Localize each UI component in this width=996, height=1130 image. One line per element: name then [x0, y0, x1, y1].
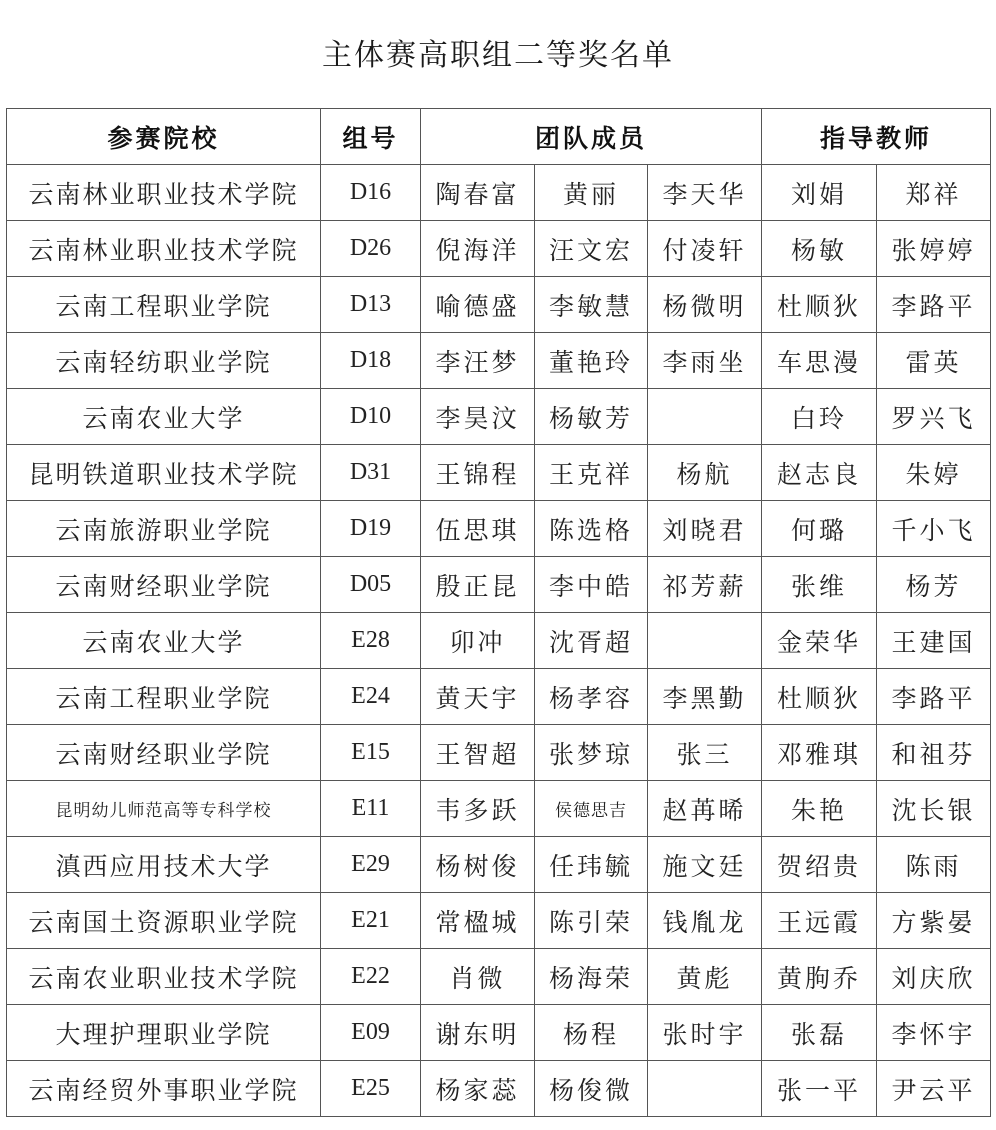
group-cell: E21 [321, 893, 421, 949]
member-cell: 付凌轩 [648, 221, 762, 277]
school-cell: 昆明幼儿师范高等专科学校 [7, 781, 321, 837]
school-cell: 云南财经职业学院 [7, 557, 321, 613]
member-cell: 祁芳薪 [648, 557, 762, 613]
group-cell: D13 [321, 277, 421, 333]
member-cell: 倪海洋 [421, 221, 535, 277]
table-row [7, 781, 991, 837]
member-cell: 杨俊微 [535, 1061, 648, 1117]
header-teachers: 指导教师 [762, 109, 991, 165]
teacher-cell: 李路平 [877, 669, 991, 725]
teacher-cell: 沈长银 [877, 781, 991, 837]
school-cell: 云南国土资源职业学院 [7, 893, 321, 949]
school-cell: 云南农业大学 [7, 613, 321, 669]
teacher-cell: 车思漫 [762, 333, 877, 389]
teacher-cell: 白玲 [762, 389, 877, 445]
member-cell: 李天华 [648, 165, 762, 221]
member-cell: 伍思琪 [421, 501, 535, 557]
table-row [7, 557, 991, 613]
member-cell: 施文廷 [648, 837, 762, 893]
group-cell: E29 [321, 837, 421, 893]
school-cell: 云南旅游职业学院 [7, 501, 321, 557]
table-row [7, 165, 991, 221]
teacher-cell: 张婷婷 [877, 221, 991, 277]
header-group: 组号 [321, 109, 421, 165]
table-row [7, 277, 991, 333]
school-cell: 云南农业职业技术学院 [7, 949, 321, 1005]
member-cell: 杨航 [648, 445, 762, 501]
member-cell: 黄丽 [535, 165, 648, 221]
member-cell: 李敏慧 [535, 277, 648, 333]
group-cell: D26 [321, 221, 421, 277]
member-cell: 任玮毓 [535, 837, 648, 893]
school-cell: 云南财经职业学院 [7, 725, 321, 781]
table-row [7, 949, 991, 1005]
member-cell [648, 613, 762, 669]
school-cell: 云南经贸外事职业学院 [7, 1061, 321, 1117]
teacher-cell: 雷英 [877, 333, 991, 389]
group-cell: D05 [321, 557, 421, 613]
member-cell: 黄天宇 [421, 669, 535, 725]
member-cell [648, 389, 762, 445]
teacher-cell: 杨敏 [762, 221, 877, 277]
teacher-cell: 王远霞 [762, 893, 877, 949]
group-cell: E22 [321, 949, 421, 1005]
school-cell: 云南轻纺职业学院 [7, 333, 321, 389]
member-cell: 喻德盛 [421, 277, 535, 333]
member-cell: 王智超 [421, 725, 535, 781]
member-cell: 杨海荣 [535, 949, 648, 1005]
table-row [7, 613, 991, 669]
header-team: 团队成员 [421, 109, 762, 165]
member-cell: 李黑勤 [648, 669, 762, 725]
member-cell: 陈引荣 [535, 893, 648, 949]
table-row [7, 669, 991, 725]
member-cell: 张三 [648, 725, 762, 781]
member-cell: 肖微 [421, 949, 535, 1005]
teacher-cell: 刘庆欣 [877, 949, 991, 1005]
member-cell: 杨敏芳 [535, 389, 648, 445]
table-row [7, 221, 991, 277]
group-cell: E25 [321, 1061, 421, 1117]
group-cell: E15 [321, 725, 421, 781]
school-cell: 云南林业职业技术学院 [7, 165, 321, 221]
school-cell: 大理护理职业学院 [7, 1005, 321, 1061]
teacher-cell: 张磊 [762, 1005, 877, 1061]
teacher-cell: 杜顺狄 [762, 669, 877, 725]
teacher-cell: 千小飞 [877, 501, 991, 557]
group-cell: D19 [321, 501, 421, 557]
member-cell: 王锦程 [421, 445, 535, 501]
table-row [7, 389, 991, 445]
teacher-cell: 尹云平 [877, 1061, 991, 1117]
teacher-cell: 郑祥 [877, 165, 991, 221]
member-cell: 李昊汶 [421, 389, 535, 445]
member-cell: 李雨坐 [648, 333, 762, 389]
teacher-cell: 朱婷 [877, 445, 991, 501]
school-cell: 云南林业职业技术学院 [7, 221, 321, 277]
teacher-cell: 杨芳 [877, 557, 991, 613]
member-cell: 张梦琼 [535, 725, 648, 781]
teacher-cell: 和祖芬 [877, 725, 991, 781]
member-cell: 常楹城 [421, 893, 535, 949]
group-cell: E28 [321, 613, 421, 669]
member-cell: 黄彪 [648, 949, 762, 1005]
member-cell: 谢东明 [421, 1005, 535, 1061]
teacher-cell: 张维 [762, 557, 877, 613]
table-row [7, 445, 991, 501]
table-header-row [7, 109, 991, 165]
group-cell: E09 [321, 1005, 421, 1061]
member-cell: 杨树俊 [421, 837, 535, 893]
group-cell: D31 [321, 445, 421, 501]
table-row [7, 725, 991, 781]
member-cell: 杨程 [535, 1005, 648, 1061]
table-row [7, 893, 991, 949]
member-cell: 侯德思吉 [535, 781, 648, 837]
group-cell: D18 [321, 333, 421, 389]
table-row [7, 837, 991, 893]
member-cell: 殷正昆 [421, 557, 535, 613]
teacher-cell: 王建国 [877, 613, 991, 669]
award-table [6, 108, 991, 1117]
member-cell: 杨微明 [648, 277, 762, 333]
teacher-cell: 金荣华 [762, 613, 877, 669]
group-cell: E11 [321, 781, 421, 837]
member-cell: 张时宇 [648, 1005, 762, 1061]
teacher-cell: 陈雨 [877, 837, 991, 893]
group-cell: D10 [321, 389, 421, 445]
school-cell: 滇西应用技术大学 [7, 837, 321, 893]
member-cell: 赵苒晞 [648, 781, 762, 837]
member-cell: 沈胥超 [535, 613, 648, 669]
table-row [7, 1061, 991, 1117]
teacher-cell: 贺绍贵 [762, 837, 877, 893]
teacher-cell: 刘娟 [762, 165, 877, 221]
member-cell: 李汪梦 [421, 333, 535, 389]
teacher-cell: 杜顺狄 [762, 277, 877, 333]
teacher-cell: 李怀宇 [877, 1005, 991, 1061]
teacher-cell: 李路平 [877, 277, 991, 333]
teacher-cell: 朱艳 [762, 781, 877, 837]
member-cell: 董艳玲 [535, 333, 648, 389]
member-cell: 杨孝容 [535, 669, 648, 725]
group-cell: D16 [321, 165, 421, 221]
header-school: 参赛院校 [7, 109, 321, 165]
page-title: 主体赛高职组二等奖名单 [322, 38, 674, 73]
member-cell: 陈选格 [535, 501, 648, 557]
member-cell: 钱胤龙 [648, 893, 762, 949]
member-cell: 王克祥 [535, 445, 648, 501]
member-cell: 韦多跃 [421, 781, 535, 837]
member-cell: 卯冲 [421, 613, 535, 669]
school-cell: 云南工程职业学院 [7, 669, 321, 725]
teacher-cell: 邓雅琪 [762, 725, 877, 781]
school-cell: 昆明铁道职业技术学院 [7, 445, 321, 501]
teacher-cell: 何璐 [762, 501, 877, 557]
member-cell: 李中皓 [535, 557, 648, 613]
teacher-cell: 赵志良 [762, 445, 877, 501]
member-cell [648, 1061, 762, 1117]
member-cell: 杨家蕊 [421, 1061, 535, 1117]
table-row [7, 333, 991, 389]
school-cell: 云南农业大学 [7, 389, 321, 445]
table-row [7, 501, 991, 557]
school-cell: 云南工程职业学院 [7, 277, 321, 333]
member-cell: 刘晓君 [648, 501, 762, 557]
member-cell: 汪文宏 [535, 221, 648, 277]
member-cell: 陶春富 [421, 165, 535, 221]
teacher-cell: 黄朐乔 [762, 949, 877, 1005]
teacher-cell: 方紫晏 [877, 893, 991, 949]
group-cell: E24 [321, 669, 421, 725]
teacher-cell: 罗兴飞 [877, 389, 991, 445]
table-row [7, 1005, 991, 1061]
teacher-cell: 张一平 [762, 1061, 877, 1117]
